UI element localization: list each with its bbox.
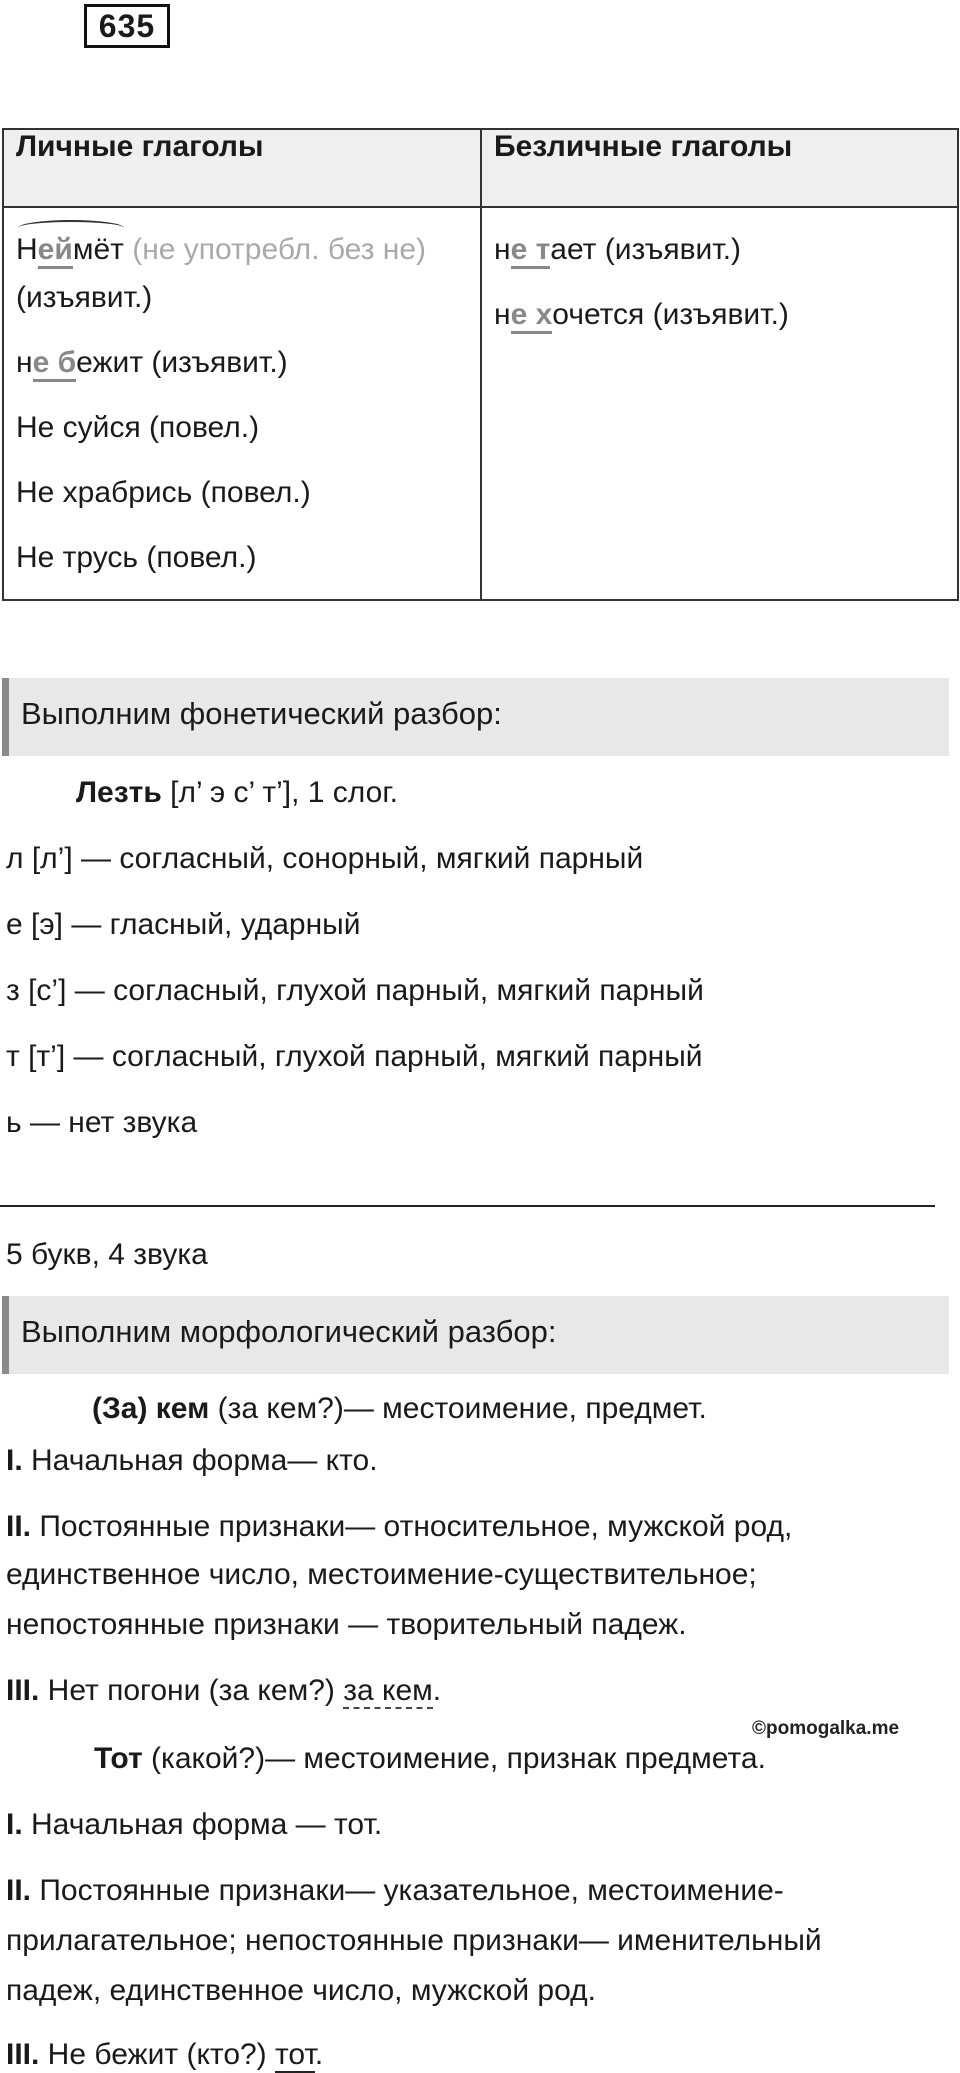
morph-word-1-line: (За) кем (за кем?)— местоимение, предмет. [92,1392,707,1425]
morph-heading: Выполним морфологический разбор: [21,1314,557,1349]
morph-word-1-features-b: единственное число, местоимение-существительное; [6,1558,757,1591]
personal-verb-1: Неймёт (не употребл. без не) (изъявит.) [16,226,436,322]
morph-word-1-initial-form: I. Начальная форма— кто. [6,1444,378,1477]
underlined-word: тот [275,2038,315,2071]
impersonal-verb-1: не тает (изъявит.) [494,226,945,274]
personal-verb-3: Не суйся (повел.) [16,411,260,444]
phonetic-heading-bar [2,678,949,756]
watermark: ©pomogalka.me [752,1718,900,1739]
phonetic-heading: Выполним фонетический разбор: [21,696,502,731]
phonetic-line-3: з [с’] — согласный, глухой парный, мягкий парный [6,974,704,1007]
personal-verb-5: Не трусь (повел.) [16,541,257,574]
personal-verbs-cell [3,207,481,600]
morph-word-2: Тот [94,1742,143,1775]
phonetic-line-4: т [т’] — согласный, глухой парный, мягкий парный [6,1040,703,1073]
morph-word-2-features-a: II. Постоянные признаки— указательное, местоимение- [6,1874,784,1907]
morph-heading-bar [2,1296,949,1374]
header-impersonal-verbs: Безличные глаголы [481,129,958,207]
morph-word-2-initial-form: I. Начальная форма — тот. [6,1808,383,1841]
phonetic-line-2: е [э] — гласный, ударный [6,908,361,941]
underlined-word: за кем [343,1674,433,1707]
morph-word-1-features-c: непостоянные признаки — творительный падеж. [6,1608,687,1641]
morph-word-2-line: Тот (какой?)— местоимение, признак предмета. [94,1742,766,1775]
morph-word-2-features-b: прилагательное; непостоянные признаки— именительный [6,1924,822,1957]
divider [0,1205,935,1207]
morph-word-1-features-a: II. Постоянные признаки— относительное, мужской род, [6,1510,793,1543]
morph-word-2-syntax: III. Не бежит (кто?) тот. [6,2038,324,2071]
phonetic-line-5: ь — нет звука [6,1106,198,1139]
header-personal-verbs: Личные глаголы [3,129,481,207]
arc-mark-word: Неймёт [16,226,124,274]
phonetic-word-line: Лезть [л’ э с’ т’], 1 слог. [76,776,398,809]
morph-word-2-features-c: падеж, единственное число, мужской род. [6,1974,596,2007]
morph-word-1: (За) кем [92,1392,210,1425]
phonetic-summary: 5 букв, 4 звука [6,1238,208,1271]
root-arc-icon [18,220,124,236]
morph-word-1-syntax: III. Нет погони (за кем?) за кем. [6,1674,442,1707]
impersonal-verb-2: не хочется (изъявит.) [494,291,945,339]
personal-verb-4: Не храбрись (повел.) [16,476,311,509]
personal-verb-2: не бежит (изъявит.) [16,339,468,387]
exercise-number: 635 [84,4,170,48]
impersonal-verbs-cell [481,207,958,600]
phonetic-word: Лезть [76,776,162,809]
phonetic-line-1: л [л’] — согласный, сонорный, мягкий парный [6,842,644,875]
verbs-table [2,128,959,601]
